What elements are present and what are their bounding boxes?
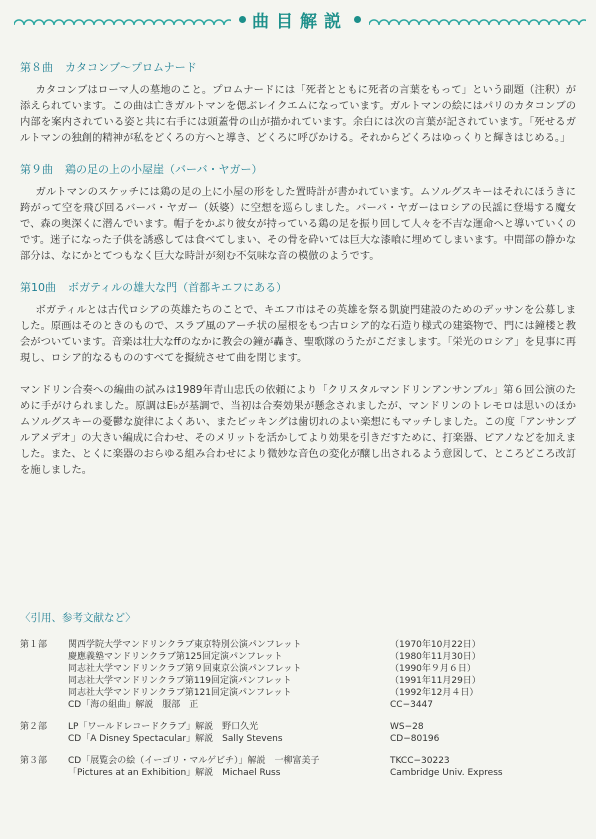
ref-part-label: 第２部 (20, 722, 48, 732)
ref-part-label: 第１部 (20, 640, 48, 650)
ref-code: （1980年11月30日） (390, 652, 481, 662)
section-number: 第８曲 (20, 61, 53, 74)
bullet-icon (354, 16, 361, 23)
references (20, 610, 580, 789)
ref-list (68, 721, 580, 745)
ref-code: （1991年11月29日） (390, 676, 481, 686)
header-title-block (231, 7, 369, 32)
ref-title: 慶應義塾マンドリンクラブ第125回定演パンフレット (68, 652, 283, 662)
ref-code: Cambridge Univ. Express (390, 768, 503, 778)
ref-item (68, 687, 580, 699)
section-title: ボガティルの雄大な門（首都キエフにある） (68, 281, 288, 294)
page-title: 曲目解説 (252, 11, 348, 32)
ref-item (68, 721, 580, 733)
section-body: ボガティルとは古代ロシアの英雄たちのことで、キエフ市はその英雄を祭る凱旋門建設のためのデッサンを公募しました。原画はそのときのもので、スラブ風のアーチ状の屋根をもつ古ロシア的な石造り様式の建築物で、門には鐘楼と教会がついています。音楽は壮大なffのなかに教会の鐘が轟き、聖歌隊のうたがこだまします。「栄光のロシア」を見事に再現し、ロシア的なるもののすべてを擬続させて曲を閉じます。 (20, 304, 576, 364)
ref-code: CD−80196 (390, 734, 440, 744)
main-content (20, 60, 576, 494)
ref-item (68, 733, 580, 745)
ref-group-part1 (20, 639, 580, 711)
ref-title: LP「ワールドレコードクラブ」解説 野口久光 (68, 722, 259, 732)
ref-title: CD「A Disney Spectacular」解説 Sally Stevens (68, 734, 283, 744)
ref-item (68, 651, 580, 663)
arrangement-note: マンドリン合奏への編曲の試みは1989年青山忠氏の依頼により「クリスタルマンドリンアンサンブル」第６回公演のために手がけられました。原調はE♭が基調で、当初は合奏効果が懸念されましたが、マンドリンのトレモロは思いのほかムソルグスキーの憂鬱な旋律によくあい、またピッキングは歯切れのよい楽想にもマッチしました。この度「アンサンブルアメデオ」の大きい編成に合わせ、そのメリットを活かしてより効果を引きだすために、打楽器、ピアノなどを加えました。また、とくに楽器のおらゆる組み合わせにより微妙な音色の変化が醸し出されるよう意図して、ところどころ改訂を施しました。 (20, 384, 576, 476)
ref-code: CC−3447 (390, 700, 434, 710)
ref-item (68, 755, 580, 767)
ref-group-part3 (20, 755, 580, 779)
section-number: 第10曲 (20, 281, 56, 294)
header-wave-right (369, 13, 586, 25)
section-heading (20, 162, 576, 178)
ref-title: CD「海の組曲」解説 服部 正 (68, 700, 199, 710)
ref-group-part2 (20, 721, 580, 745)
ref-title: 同志社大学マンドリンクラブ第121回定演パンフレット (68, 688, 292, 698)
ref-title: 関西学院大学マンドリンクラブ東京特別公演パンフレット (68, 640, 302, 650)
ref-code: WS−28 (390, 722, 424, 732)
ref-list (68, 639, 580, 711)
ref-title: CD「展覧会の絵（イーゴリ・マルゲビチ）」解説 一柳富美子 (68, 756, 320, 766)
section-8 (20, 60, 576, 146)
section-9 (20, 162, 576, 264)
section-body: カタコンブはローマ人の墓地のこと。プロムナードには「死者とともに死者の言葉をもって」という副題（注釈）が添えられています。この曲は亡きガルトマンを偲ぶレイクエムになっています。ガルトマンの絵にはパリのカタコンブの内部を案内されている姿と共に右手には頭蓋骨の山が描かれています。余白には次の言葉が記されています。「死せるガルトマンの独創的精神が私をどくろの方へと導き、どくろに呼びかける。それからどくろはゆっくりと輝きはじめる。」 (20, 84, 576, 144)
section-body: ガルトマンのスケッチには鶏の足の上に小屋の形をした置時計が書かれています。ムソルグスキーはそれにほうきに跨がって空を飛び回るバーバ・ヤガー（妖婆）に空想を巡らしました。バーバ・ヤガーはロシアの民謡に登場する魔女で、森の奥深くに潜んでいます。帽子をかぶり彼女が持っている鶏の足を振り回して人々を不吉な運命へと導いていくのです。迷子になった子供を誘惑しては食べてしまい、その骨を砕いては巨大な漆喰に埋めてしまいます。中間部の静かな部分は、なにかとてつもなく巨大な時計が刻む不気味な音の模倣のようです。 (20, 186, 576, 262)
ref-item (68, 663, 580, 675)
section-title: カタコンブ〜プロムナード (65, 61, 197, 74)
ref-code: （1992年12月４日） (390, 688, 479, 698)
page-header (14, 8, 586, 30)
header-wave-left (14, 13, 231, 25)
ref-list (68, 755, 580, 779)
section-number: 第９曲 (20, 163, 53, 176)
references-heading: 〈引用、参考文献など〉 (20, 612, 136, 624)
section-heading (20, 280, 576, 296)
ref-code: TKCC−30223 (390, 756, 450, 766)
ref-title: 同志社大学マンドリンクラブ第119回定演パンフレット (68, 676, 292, 686)
ref-code: （1970年10月22日） (390, 640, 481, 650)
ref-title: 同志社大学マンドリンクラブ第９回東京公演パンフレット (68, 664, 302, 674)
ref-code: （1990年９月６日） (390, 664, 476, 674)
section-heading (20, 60, 576, 76)
section-10 (20, 280, 576, 366)
section-title: 鶏の足の上の小屋崖（バーバ・ヤガー） (65, 163, 263, 176)
ref-item (68, 767, 580, 779)
ref-part-label: 第３部 (20, 756, 48, 766)
bullet-icon (239, 16, 246, 23)
ref-item (68, 699, 580, 711)
ref-item (68, 675, 580, 687)
ref-title: 「Pictures at an Exhibition」解説 Michael Russ (68, 768, 281, 778)
ref-item (68, 639, 580, 651)
